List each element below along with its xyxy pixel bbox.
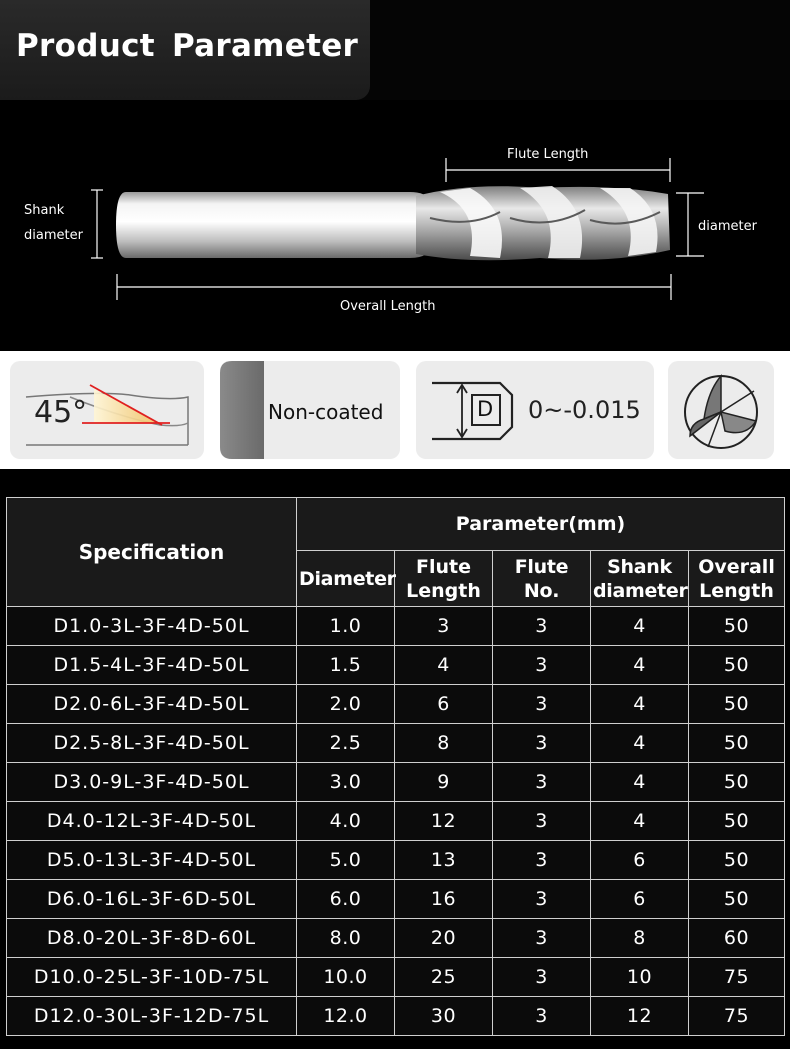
flute-no-cell: 3 bbox=[493, 958, 591, 997]
table-row bbox=[7, 880, 785, 919]
tolerance-symbol: D bbox=[477, 397, 494, 421]
helix-angle-value: 45° bbox=[34, 395, 88, 430]
diameter-cell: 2.0 bbox=[297, 685, 395, 724]
specification-header: Specification bbox=[7, 498, 297, 607]
flute-length-cell: 25 bbox=[395, 958, 493, 997]
flute-no-cell: 3 bbox=[493, 880, 591, 919]
spec-cell: D2.0-6L-3F-4D-50L bbox=[7, 685, 297, 724]
table-row bbox=[7, 724, 785, 763]
end-mill-diagram bbox=[0, 100, 790, 350]
diameter-cell: 1.5 bbox=[297, 646, 395, 685]
table-row bbox=[7, 802, 785, 841]
overall-length-cell: 50 bbox=[689, 646, 785, 685]
header-banner bbox=[0, 0, 790, 100]
col-flute-length: Flute Length bbox=[395, 551, 493, 607]
title-box bbox=[0, 0, 370, 100]
flute-no-cell: 3 bbox=[493, 919, 591, 958]
helix-angle-card bbox=[10, 361, 204, 459]
shank-diameter-dimension bbox=[91, 190, 103, 258]
coating-card bbox=[220, 361, 400, 459]
flute-length-cell: 13 bbox=[395, 841, 493, 880]
three-flute-section-icon bbox=[668, 361, 774, 459]
parameter-table-wrap bbox=[6, 497, 784, 1041]
shank-diameter-cell: 6 bbox=[591, 880, 689, 919]
flute-length-label: Flute Length bbox=[507, 147, 589, 162]
flute-length-cell: 30 bbox=[395, 997, 493, 1036]
flute-no-cell: 3 bbox=[493, 802, 591, 841]
table-row bbox=[7, 997, 785, 1036]
col-overall-length: Overall Length bbox=[689, 551, 785, 607]
diameter-cell: 6.0 bbox=[297, 880, 395, 919]
spec-cell: D4.0-12L-3F-4D-50L bbox=[7, 802, 297, 841]
diameter-cell: 1.0 bbox=[297, 607, 395, 646]
spec-cell: D6.0-16L-3F-6D-50L bbox=[7, 880, 297, 919]
overall-length-cell: 60 bbox=[689, 919, 785, 958]
spec-cell: D2.5-8L-3F-4D-50L bbox=[7, 724, 297, 763]
spec-cell: D8.0-20L-3F-8D-60L bbox=[7, 919, 297, 958]
shank bbox=[116, 192, 430, 258]
shank-diameter-cell: 4 bbox=[591, 646, 689, 685]
overall-length-cell: 50 bbox=[689, 685, 785, 724]
flute-length-cell: 3 bbox=[395, 607, 493, 646]
table-row bbox=[7, 841, 785, 880]
tolerance-card bbox=[416, 361, 654, 459]
shank-diameter-cell: 4 bbox=[591, 724, 689, 763]
diameter-cell: 12.0 bbox=[297, 997, 395, 1036]
flute-no-cell: 3 bbox=[493, 685, 591, 724]
flute-no-cell: 3 bbox=[493, 997, 591, 1036]
flute-length-cell: 16 bbox=[395, 880, 493, 919]
flute-section-card bbox=[668, 361, 774, 459]
diameter-cell: 2.5 bbox=[297, 724, 395, 763]
overall-length-cell: 50 bbox=[689, 607, 785, 646]
overall-length-cell: 75 bbox=[689, 997, 785, 1036]
shank-diameter-cell: 8 bbox=[591, 919, 689, 958]
flute-length-cell: 6 bbox=[395, 685, 493, 724]
spec-cell: D1.5-4L-3F-4D-50L bbox=[7, 646, 297, 685]
flute-length-cell: 12 bbox=[395, 802, 493, 841]
shank-diameter-cell: 4 bbox=[591, 607, 689, 646]
flute-no-cell: 3 bbox=[493, 646, 591, 685]
diameter-cell: 8.0 bbox=[297, 919, 395, 958]
flute-no-cell: 3 bbox=[493, 841, 591, 880]
col-diameter: Diameter bbox=[297, 551, 395, 607]
flutes bbox=[416, 186, 670, 260]
spec-cell: D3.0-9L-3F-4D-50L bbox=[7, 763, 297, 802]
overall-length-cell: 50 bbox=[689, 763, 785, 802]
flute-length-cell: 20 bbox=[395, 919, 493, 958]
table-row bbox=[7, 763, 785, 802]
shank-diameter-cell: 6 bbox=[591, 841, 689, 880]
spec-cell: D1.0-3L-3F-4D-50L bbox=[7, 607, 297, 646]
diameter-cell: 5.0 bbox=[297, 841, 395, 880]
feature-band bbox=[0, 351, 790, 469]
col-flute-no: Flute No. bbox=[493, 551, 591, 607]
table-row bbox=[7, 646, 785, 685]
shank-label-line2: diameter bbox=[24, 228, 83, 243]
flute-no-cell: 3 bbox=[493, 763, 591, 802]
spec-cell: D12.0-30L-3F-12D-75L bbox=[7, 997, 297, 1036]
diameter-label: diameter bbox=[698, 219, 757, 234]
table-row bbox=[7, 685, 785, 724]
shank-diameter-cell: 4 bbox=[591, 763, 689, 802]
coating-label: Non-coated bbox=[268, 400, 384, 424]
table-row bbox=[7, 919, 785, 958]
table-row bbox=[7, 607, 785, 646]
overall-length-cell: 50 bbox=[689, 724, 785, 763]
overall-length-cell: 75 bbox=[689, 958, 785, 997]
overall-length-cell: 50 bbox=[689, 880, 785, 919]
diameter-cell: 10.0 bbox=[297, 958, 395, 997]
flute-length-cell: 4 bbox=[395, 646, 493, 685]
shank-diameter-cell: 4 bbox=[591, 685, 689, 724]
parameter-table bbox=[6, 497, 785, 1036]
overall-length-dimension bbox=[117, 274, 671, 300]
tolerance-value: 0~-0.015 bbox=[528, 396, 641, 424]
spec-cell: D10.0-25L-3F-10D-75L bbox=[7, 958, 297, 997]
parameter-header: Parameter(mm) bbox=[297, 498, 785, 551]
shank-diameter-cell: 10 bbox=[591, 958, 689, 997]
shank-diameter-cell: 12 bbox=[591, 997, 689, 1036]
flute-length-cell: 9 bbox=[395, 763, 493, 802]
shank-label-line1: Shank bbox=[24, 203, 65, 218]
spec-cell: D5.0-13L-3F-4D-50L bbox=[7, 841, 297, 880]
overall-length-label: Overall Length bbox=[340, 299, 436, 314]
col-shank-diameter: Shank diameter bbox=[591, 551, 689, 607]
table-row bbox=[7, 958, 785, 997]
flute-no-cell: 3 bbox=[493, 607, 591, 646]
page-title: Product Parameter bbox=[16, 28, 359, 64]
flute-length-cell: 8 bbox=[395, 724, 493, 763]
flute-no-cell: 3 bbox=[493, 724, 591, 763]
diameter-cell: 4.0 bbox=[297, 802, 395, 841]
diameter-cell: 3.0 bbox=[297, 763, 395, 802]
overall-length-cell: 50 bbox=[689, 841, 785, 880]
shank-diameter-cell: 4 bbox=[591, 802, 689, 841]
overall-length-cell: 50 bbox=[689, 802, 785, 841]
